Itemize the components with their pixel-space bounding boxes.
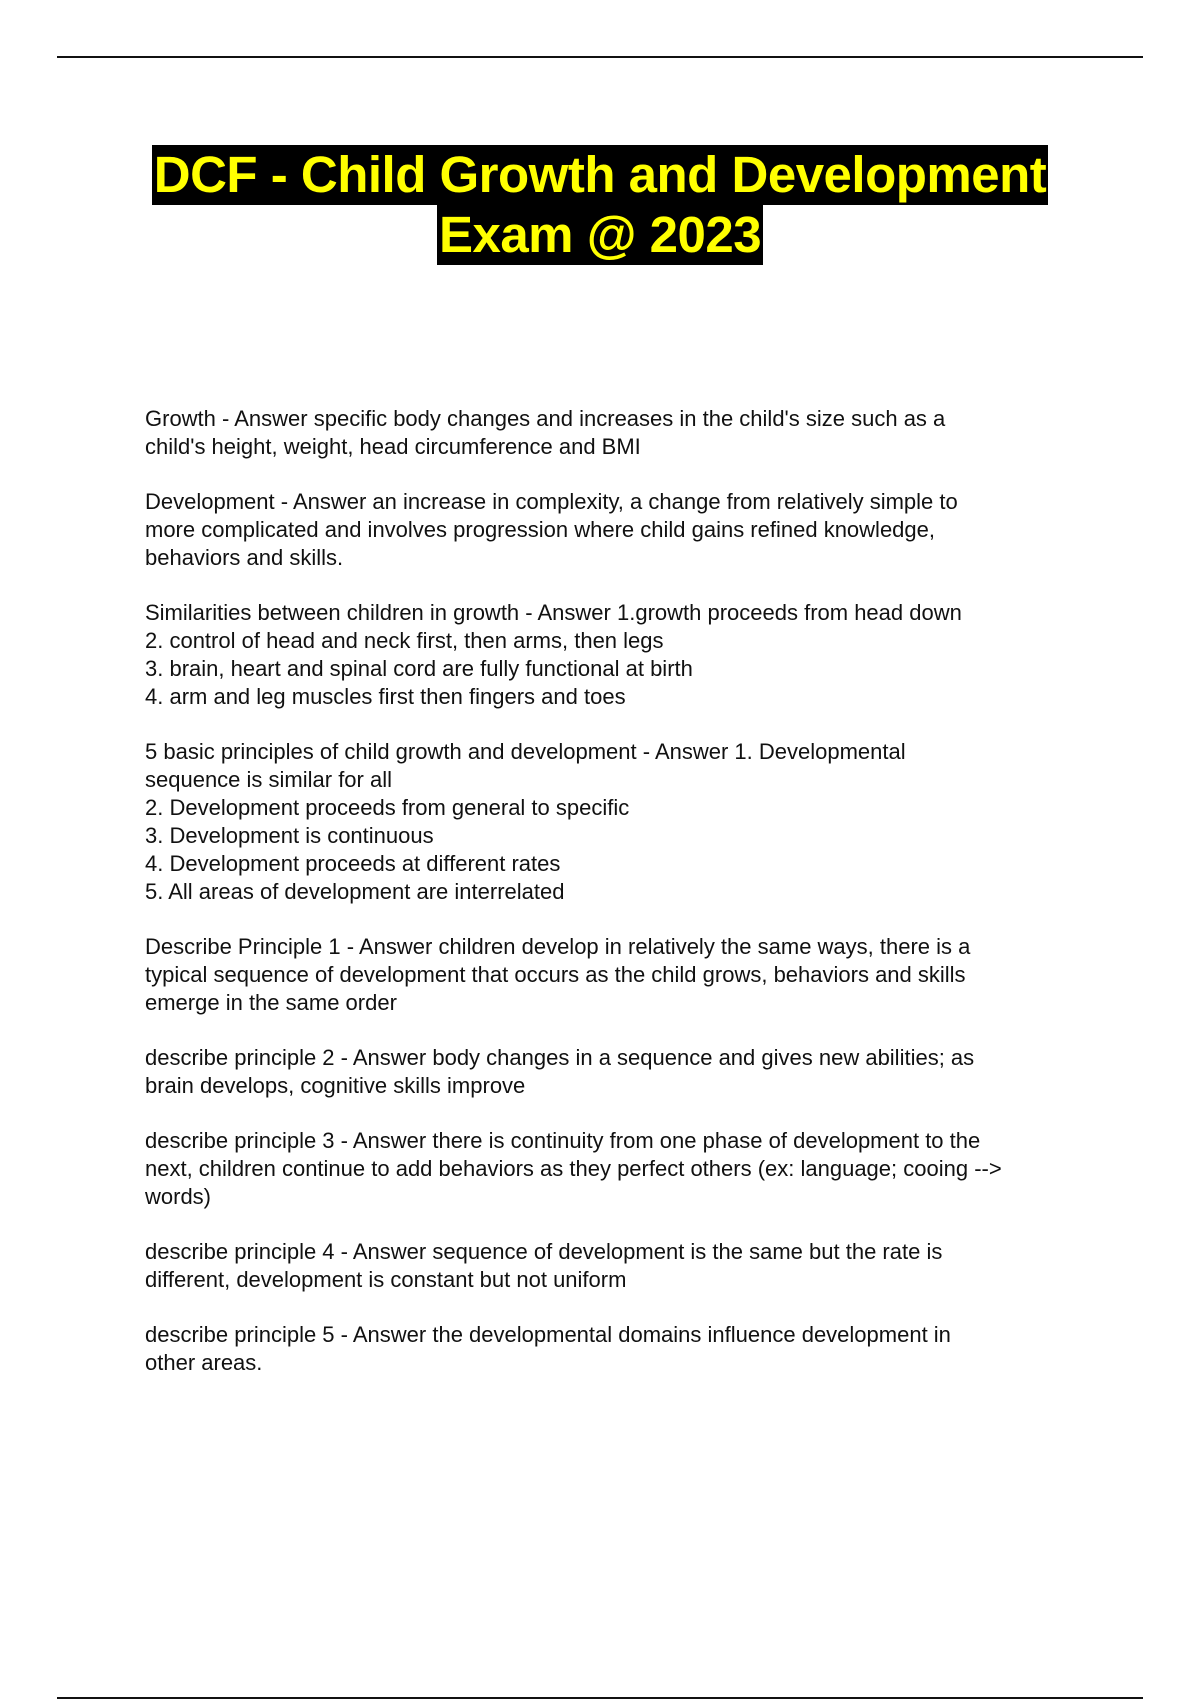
entry-line: child's height, weight, head circumference and BMI [145,434,641,459]
entry-line: 5. All areas of development are interrelated [145,879,565,904]
qa-entry-basic-principles [145,738,1095,906]
qa-entry-principle-2 [145,1044,1095,1100]
entry-line: next, children continue to add behaviors as they perfect others (ex: language; cooing --> [145,1156,1002,1181]
title-line-1: DCF - Child Growth and Development [153,146,1047,203]
entry-line: more complicated and involves progression where child gains refined knowledge, [145,517,935,542]
entry-line: 3. Development is continuous [145,823,434,848]
qa-entry-principle-5 [145,1321,1095,1377]
qa-entry-similarities [145,599,1095,711]
entry-line: describe principle 4 - Answer sequence of development is the same but the rate is [145,1239,943,1264]
entry-line: Similarities between children in growth - Answer 1.growth proceeds from head down [145,600,962,625]
entry-line: Growth - Answer specific body changes and increases in the child's size such as a [145,406,946,431]
entry-line: different, development is constant but not uniform [145,1267,627,1292]
qa-entry-development [145,488,1095,572]
entry-line: 4. Development proceeds at different rates [145,851,561,876]
entry-line: describe principle 2 - Answer body changes in a sequence and gives new abilities; as [145,1045,975,1070]
qa-entry-growth [145,405,1095,461]
entry-line: behaviors and skills. [145,545,344,570]
entry-line: 4. arm and leg muscles first then fingers and toes [145,684,626,709]
qa-list [145,405,1095,1404]
entry-line: Describe Principle 1 - Answer children develop in relatively the same ways, there is a [145,934,971,959]
entry-line: 5 basic principles of child growth and development - Answer 1. Developmental [145,739,906,764]
entry-line: describe principle 3 - Answer there is continuity from one phase of development to the [145,1128,981,1153]
qa-entry-principle-4 [145,1238,1095,1294]
entry-line: 3. brain, heart and spinal cord are fully functional at birth [145,656,693,681]
document-title [0,145,1200,265]
entry-line: Development - Answer an increase in complexity, a change from relatively simple to [145,489,958,514]
entry-line: describe principle 5 - Answer the developmental domains influence development in [145,1322,951,1347]
entry-line: 2. control of head and neck first, then arms, then legs [145,628,664,653]
entry-line: typical sequence of development that occurs as the child grows, behaviors and skills [145,962,966,987]
entry-line: words) [145,1184,212,1209]
qa-entry-principle-1 [145,933,1095,1017]
entry-line: brain develops, cognitive skills improve [145,1073,526,1098]
top-rule [57,56,1143,58]
bottom-rule [57,1697,1143,1699]
title-line-2: Exam @ 2023 [438,206,762,263]
entry-line: other areas. [145,1350,263,1375]
qa-entry-principle-3 [145,1127,1095,1211]
entry-line: sequence is similar for all [145,767,392,792]
entry-line: 2. Development proceeds from general to specific [145,795,630,820]
entry-line: emerge in the same order [145,990,397,1015]
